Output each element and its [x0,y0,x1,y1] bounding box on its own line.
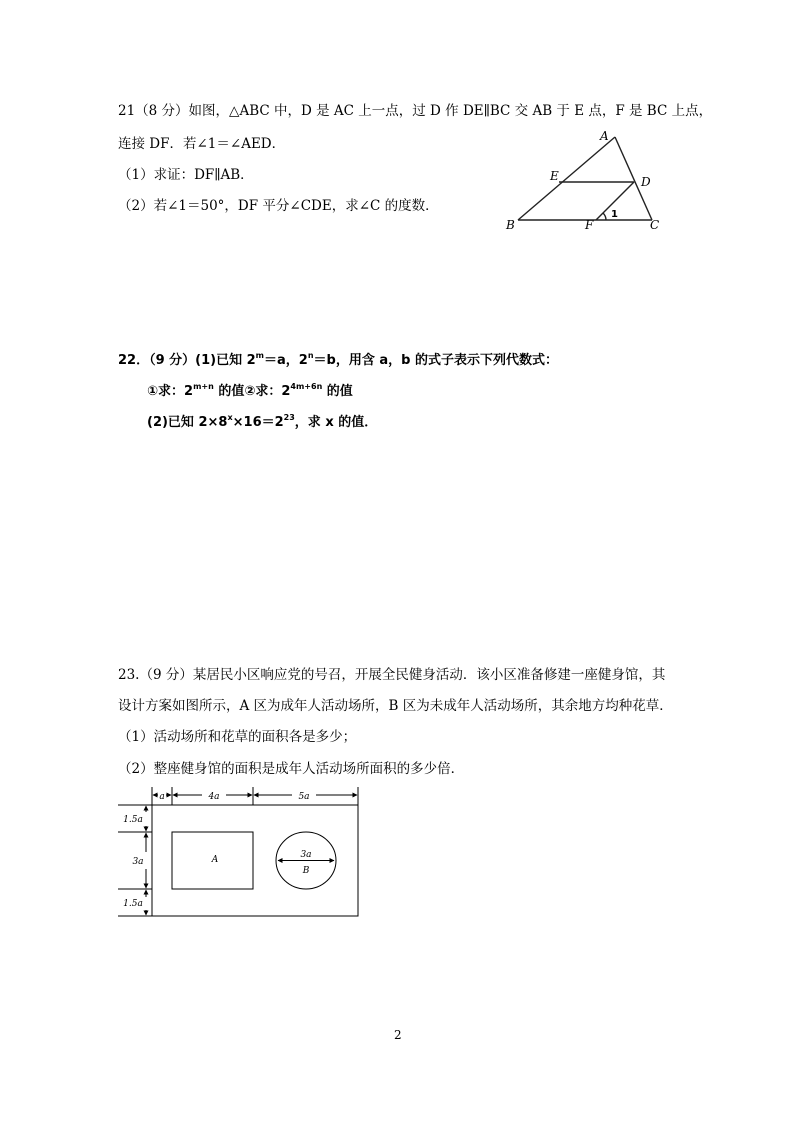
exponent: m [255,351,265,360]
region-a-label: A [211,855,219,865]
exponent: 4m+6n [290,382,323,391]
segment-ab [518,137,615,220]
q21-part1: （1）求证：DF∥AB． [118,167,254,183]
gym-plan-figure [116,785,366,920]
q22-text: ＝a，2 [264,353,308,368]
dim-left-2: 3a [132,857,144,867]
exponent: m+n [193,382,214,391]
label-angle-1: 1 [611,209,618,220]
label-d: D [641,175,651,189]
q23-line2: 设计方案如图所示，A 区为成年人活动场所，B 区为未成年人活动场所，其余地方均种花草． [118,698,673,714]
q22-text: ×16＝2 [232,415,284,430]
q22-text: 的值②求：2 [213,384,291,399]
q22-text: ＝b，用含 a，b 的式子表示下列代数式： [313,353,558,368]
q22-line1 [118,352,558,370]
q23-part2: （2）整座健身馆的面积是成年人活动场所面积的多少倍． [118,761,465,777]
exponent: 23 [283,413,295,422]
q23-part1: （1）活动场所和花草的面积各是多少； [118,729,357,745]
circle-dim-label: 3a [300,850,312,860]
page-number: 2 [394,1028,402,1042]
angle-1-arc [603,213,606,220]
dim-top-5a: 5a [298,792,310,802]
region-b-label: B [302,866,310,876]
dim-left-1: 1.5a [123,815,143,825]
q23-line1: 23.（9 分）某居民小区响应党的号召，开展全民健身活动．该小区准备修建一座健身馆，其 [118,667,666,683]
exponent: x [227,413,233,422]
triangle-figure [500,128,675,238]
q22-text: 22．（9 分）(1)已知 2 [118,353,256,368]
label-c: C [650,218,660,232]
q22-text: (2)已知 2×8 [147,415,228,430]
dim-left-3: 1.5a [123,899,143,909]
label-f: F [585,218,594,232]
q21-part2: （2）若∠1＝50°，DF 平分∠CDE，求∠C 的度数． [118,198,439,214]
dim-top-4a: 4a [208,792,220,802]
label-e: E [550,169,559,183]
q21-line1: 21（8 分）如图，△ABC 中，D 是 AC 上一点，过 D 作 DE∥BC 交 AB 于 E 点，F 是 BC 上点， [118,103,713,119]
exponent: n [307,351,314,360]
q21-line2: 连接 DF．若∠1＝∠AED． [118,136,286,152]
dim-top-a: a [159,792,165,802]
label-b: B [506,218,515,232]
q22-text: 的值 [322,384,353,399]
q22-line2 [147,383,353,401]
q22-text: ①求：2 [147,384,194,399]
q22-text: ，求 x 的值． [294,415,378,430]
label-a: A [600,129,609,143]
q22-line3 [147,414,377,432]
